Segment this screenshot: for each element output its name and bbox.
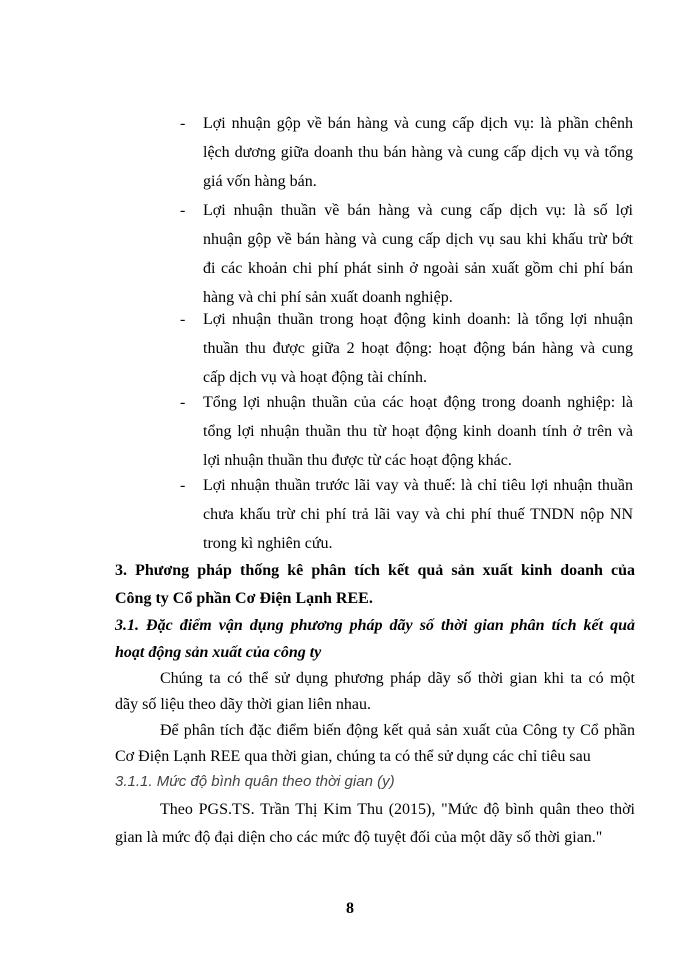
list-item-line: Lợi nhuận thuần trong hoạt động kinh doanh: là tổng lợi nhuận	[203, 311, 633, 328]
list-item-line: Lợi nhuận thuần trước lãi vay và thuế: là chỉ tiêu lợi nhuận thuần	[203, 477, 633, 494]
paragraph-line: Để phân tích đặc điểm biến động kết quả sản xuất của Công ty Cổ phần	[160, 722, 635, 739]
list-item-line: lệch dương giữa doanh thu bán hàng và cung cấp dịch vụ và tổng	[203, 144, 633, 161]
section-heading-line: 3. Phương pháp thống kê phân tích kết quả sản xuất kinh doanh của	[115, 562, 635, 579]
list-item-line: Tổng lợi nhuận thuần của các hoạt động trong doanh nghiệp: là	[203, 394, 633, 411]
paragraph-line: Cơ Điện Lạnh REE qua thời gian, chúng ta có thể sử dụng các chỉ tiêu sau	[115, 748, 591, 765]
bullet-marker: -	[180, 115, 186, 132]
bullet-marker: -	[180, 202, 186, 219]
list-item-line: giá vốn hàng bán.	[203, 173, 317, 190]
subsubsection-heading: 3.1.1. Mức độ bình quân theo thời gian (y)	[115, 773, 395, 790]
list-item-line: trong kì nghiên cứu.	[203, 535, 333, 552]
paragraph-line: Chúng ta có thể sử dụng phương pháp dãy số thời gian khi ta có một	[160, 670, 635, 687]
subsection-heading-line: 3.1. Đặc điểm vận dụng phương pháp dãy số thời gian phân tích kết quả	[115, 617, 635, 634]
list-item-line: chưa khấu trừ chi phí trả lãi vay và chi phí thuế TNDN nộp NN	[203, 506, 633, 523]
list-item-line: thuần thu được giữa 2 hoạt động: hoạt động bán hàng và cung	[203, 340, 633, 357]
paragraph-line: Theo PGS.TS. Trần Thị Kim Thu (2015), "Mức độ bình quân theo thời	[160, 801, 635, 818]
list-item-line: hàng và chi phí sản xuất doanh nghiệp.	[203, 289, 453, 306]
bullet-marker: -	[180, 311, 186, 328]
bullet-marker: -	[180, 394, 186, 411]
list-item-line: Lợi nhuận thuần về bán hàng và cung cấp dịch vụ: là số lợi	[203, 202, 633, 219]
list-item-line: đi các khoản chi phí phát sinh ở ngoài sản xuất gồm chi phí bán	[203, 260, 633, 277]
list-item-line: Lợi nhuận gộp về bán hàng và cung cấp dịch vụ: là phần chênh	[203, 115, 633, 132]
paragraph-line: dãy số liệu theo dãy thời gian liên nhau.	[115, 696, 371, 713]
list-item-line: lợi nhuận thuần thu được từ các hoạt động khác.	[203, 452, 512, 469]
section-heading-line: Công ty Cổ phần Cơ Điện Lạnh REE.	[115, 590, 373, 607]
list-item-line: cấp dịch vụ và hoạt động tài chính.	[203, 369, 427, 386]
paragraph-line: gian là mức độ đại diện cho các mức độ tuyệt đối của một dãy số thời gian."	[115, 829, 603, 846]
list-item-line: tổng lợi nhuận thuần thu từ hoạt động kinh doanh tính ở trên và	[203, 423, 633, 440]
subsection-heading-line: hoạt động sản xuất của công ty	[115, 644, 322, 661]
bullet-marker: -	[180, 477, 186, 494]
page-number: 8	[346, 900, 354, 917]
list-item-line: nhuận gộp về bán hàng và cung cấp dịch vụ sau khi khấu trừ bớt	[203, 231, 633, 248]
